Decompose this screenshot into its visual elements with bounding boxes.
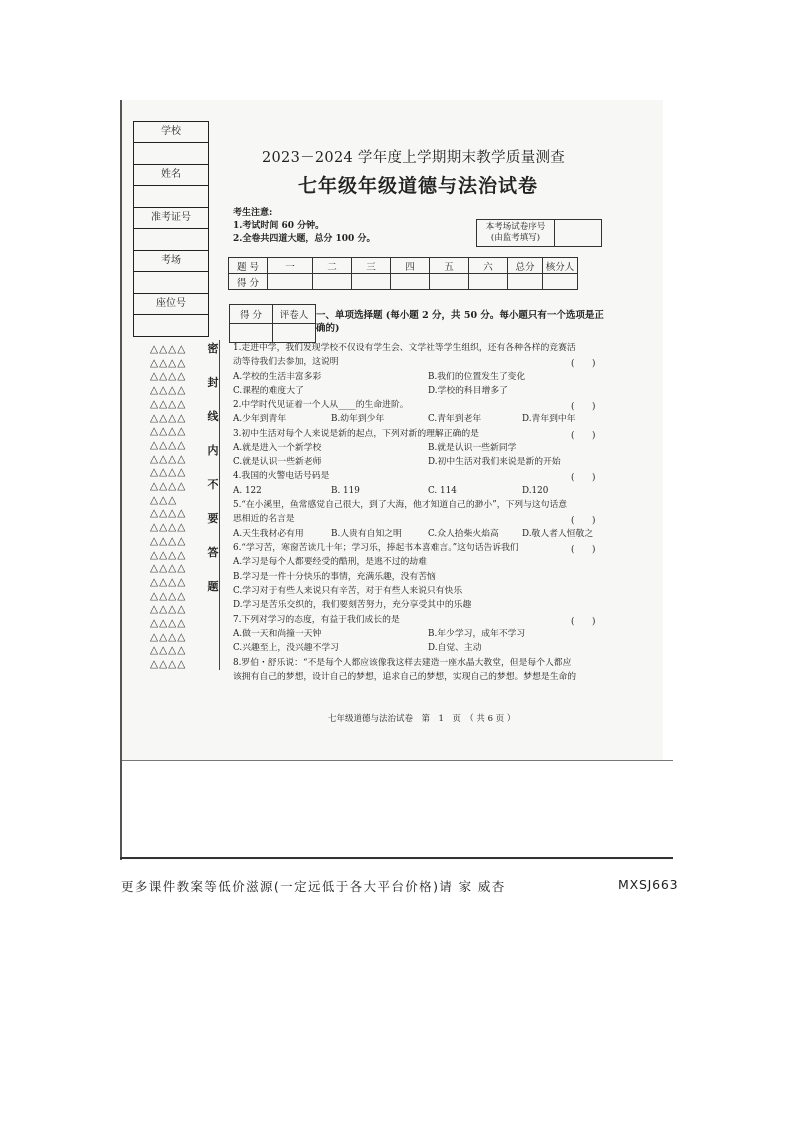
option-2d: D.青年到中年	[522, 414, 576, 424]
score-cell	[268, 274, 313, 290]
question-2: 2.中学时代见证着一个人从____的生命进阶。	[233, 400, 409, 410]
score-header: 三	[352, 258, 391, 274]
question-6: 6.“学习苦，寒窗苦读几十年；学习乐，捧起书本喜难言。”这句话告诉我们	[233, 543, 519, 553]
label-seat: 座位号	[134, 294, 208, 315]
triangle-row: △△△△	[150, 480, 187, 493]
scan-edge	[120, 100, 122, 860]
triangle-row: △△△△	[150, 562, 187, 575]
triangle-row: △△△	[150, 493, 178, 506]
triangle-row: △△△△	[150, 343, 187, 355]
score-header: 六	[469, 258, 508, 274]
seal-char: 要	[207, 512, 219, 525]
triangle-row: △△△△	[150, 397, 187, 410]
score-row-label: 得 分	[229, 274, 268, 290]
triangle-row: △△△△	[150, 617, 187, 630]
option-4b: B. 119	[331, 486, 360, 496]
score-header: 一	[268, 258, 313, 274]
seal-char: 密	[207, 342, 219, 355]
grader-table	[229, 304, 316, 343]
answer-paren: ( )	[571, 402, 596, 412]
option-7b: B.年少学习，成年不学习	[428, 629, 526, 639]
option-6d: D.学习是苦乐交织的，我们要刻苦努力，充分享受其中的乐趣	[233, 600, 472, 610]
triangle-row: △△△△	[150, 534, 187, 547]
label-exam-number: 准考证号	[134, 208, 208, 229]
paper-serial-label	[477, 220, 555, 246]
score-header: 二	[313, 258, 352, 274]
triangle-row: △△△△	[150, 425, 187, 438]
notice-heading: 考生注意:	[233, 208, 273, 218]
scan-margin	[663, 100, 673, 760]
section-title: 一、单项选择题 (每小题 2 分，共 50 分。每小题只有一个选项是正确的)	[316, 310, 604, 334]
seal-char: 内	[207, 444, 219, 457]
question-4: 4.我国的火警电话号码是	[233, 471, 330, 481]
score-header-row	[229, 258, 578, 274]
grader-score-label: 得 分	[230, 305, 273, 324]
exam-title: 2023－2024 学年度上学期期末教学质量测查	[262, 150, 566, 166]
triangle-row: △△△△	[150, 384, 187, 397]
option-4c: C. 114	[428, 486, 457, 496]
scan-bottom-edge	[120, 857, 673, 859]
option-6b: B.学习是一件十分快乐的事情，充满乐趣，没有苦恼	[233, 572, 436, 582]
seal-char: 答	[207, 546, 219, 559]
question-7: 7.下列对学习的态度，有益于我们成长的是	[233, 615, 400, 625]
score-header: 题 号	[229, 258, 268, 274]
grader-name-label: 评卷人	[273, 305, 316, 324]
option-5d: D.敬人者人恒敬之	[522, 529, 594, 539]
triangle-row: △△△△	[150, 658, 187, 671]
question-5-cont: 思相近的名言是	[233, 514, 295, 524]
score-cell	[543, 274, 578, 290]
option-4d: D.120	[522, 486, 549, 496]
option-1c: C.课程的难度大了	[233, 386, 304, 396]
option-5a: A.天生我材必有用	[233, 529, 304, 539]
score-header: 四	[391, 258, 430, 274]
field-seat	[134, 315, 208, 336]
triangle-row: △△△△	[150, 630, 187, 643]
scan-lower-blank	[122, 760, 673, 858]
grader-score-cell	[230, 324, 273, 343]
triangle-row: △△△△	[150, 411, 187, 424]
triangle-row: △△△△	[150, 644, 187, 657]
candidate-notice	[233, 207, 375, 246]
question-5: 5.“在小溪里，鱼常感觉自己很大，到了大海，他才知道自己的渺小”，下列与这句话意	[233, 500, 568, 510]
score-cell	[469, 274, 508, 290]
option-3a: A.就是进入一个新学校	[233, 443, 322, 453]
option-6c: C.学习对于有些人来说只有辛苦，对于有些人来说只有快乐	[233, 586, 463, 596]
seal-char: 不	[207, 478, 219, 491]
option-6a: A.学习是每个人都要经受的酷刑，是逃不过的劫难	[233, 557, 427, 567]
triangle-row: △△△△	[150, 370, 187, 383]
score-header: 五	[430, 258, 469, 274]
answer-paren: ( )	[571, 617, 596, 627]
triangle-border	[150, 343, 186, 672]
label-school: 学校	[134, 122, 208, 143]
score-cell	[430, 274, 469, 290]
seal-char: 线	[207, 410, 219, 423]
triangle-row: △△△△	[150, 466, 187, 479]
option-1a: A.学校的生活丰富多彩	[233, 372, 322, 382]
option-7d: D.自觉、主动	[428, 643, 482, 653]
question-8: 8.罗伯・舒乐说：“不是每个人都应该像我这样去建造一座水晶大教堂，但是每个人都应	[233, 658, 572, 668]
score-cell	[391, 274, 430, 290]
option-2a: A.少年到青年	[233, 414, 287, 424]
field-name	[134, 186, 208, 208]
notice-line: 1.考试时间 60 分钟。	[233, 221, 325, 231]
option-2b: B.幼年到少年	[331, 414, 385, 424]
option-1b: B.我们的位置发生了变化	[428, 372, 526, 382]
answer-paren: ( )	[571, 431, 596, 441]
answer-paren: ( )	[571, 359, 596, 369]
score-header: 总分	[508, 258, 543, 274]
question-1: 1.走进中学，我们发现学校不仅设有学生会、文学社等学生组织，还有各种各样的竞赛活	[233, 343, 576, 353]
triangle-row: △△△△	[150, 589, 187, 602]
field-exam-room	[134, 272, 208, 294]
grader-name-cell	[273, 324, 316, 343]
page-footer: 七年级道德与法治试卷 第 1 页 （ 共 6 页 ）	[328, 714, 516, 724]
answer-paren: ( )	[571, 516, 596, 526]
serial-label-note: (由监考填写)	[490, 233, 541, 243]
answer-paren: ( )	[571, 545, 596, 555]
field-school	[134, 143, 208, 165]
triangle-row: △△△△	[150, 438, 187, 451]
label-name: 姓名	[134, 165, 208, 186]
exam-subject-title: 七年级年级道德与法治试卷	[298, 175, 539, 197]
label-exam-room: 考场	[134, 251, 208, 272]
score-header: 核分人	[543, 258, 578, 274]
triangle-row: △△△△	[150, 548, 187, 561]
option-1d: D.学校的科目增多了	[428, 386, 508, 396]
answer-paren: ( )	[571, 473, 596, 483]
promo-text: 更多课件教案等低价滋源(一定远低于各大平台价格)请 家 威杏	[121, 879, 506, 894]
triangle-row: △△△△	[150, 507, 187, 520]
notice-line: 2.全卷共四道大题，总分 100 分。	[233, 234, 376, 244]
option-4a: A. 122	[233, 486, 262, 496]
triangle-row: △△△△	[150, 452, 187, 465]
seal-char: 题	[207, 580, 219, 593]
seal-line-notice	[206, 340, 220, 612]
triangle-row: △△△△	[150, 603, 187, 616]
score-cell	[313, 274, 352, 290]
option-2c: C.青年到老年	[428, 414, 482, 424]
score-row	[229, 274, 578, 290]
score-table	[228, 257, 578, 290]
option-5c: C.众人拾柴火焰高	[428, 529, 499, 539]
question-3: 3.初中生活对每个人来说是新的起点，下列对新的理解正确的是	[233, 429, 479, 439]
option-7a: A.做一天和尚撞一天钟	[233, 629, 322, 639]
option-3d: D.初中生活对我们来说是新的开始	[428, 457, 561, 467]
question-1-cont: 动等待我们去参加，这说明	[233, 357, 339, 367]
score-cell	[352, 274, 391, 290]
score-cell	[508, 274, 543, 290]
student-info-box	[133, 121, 209, 337]
triangle-row: △△△△	[150, 575, 187, 588]
triangle-row: △△△△	[150, 521, 187, 534]
option-5b: B.人贵有自知之明	[331, 529, 402, 539]
option-7c: C.兴趣至上，没兴趣不学习	[233, 643, 339, 653]
serial-label-text: 本考场试卷序号	[485, 222, 546, 232]
option-3b: B.就是认识一些新同学	[428, 443, 517, 453]
field-exam-number	[134, 229, 208, 251]
seal-char: 封	[207, 376, 219, 389]
paper-serial-box	[476, 219, 602, 247]
promo-code: MXSJ663	[618, 877, 679, 892]
option-3c: C.就是认识一些新老师	[233, 457, 322, 467]
triangle-row: △△△△	[150, 356, 187, 369]
question-8-cont: 该拥有自己的梦想，设计自己的梦想，追求自己的梦想，实现自己的梦想。梦想是生命的	[233, 672, 577, 682]
